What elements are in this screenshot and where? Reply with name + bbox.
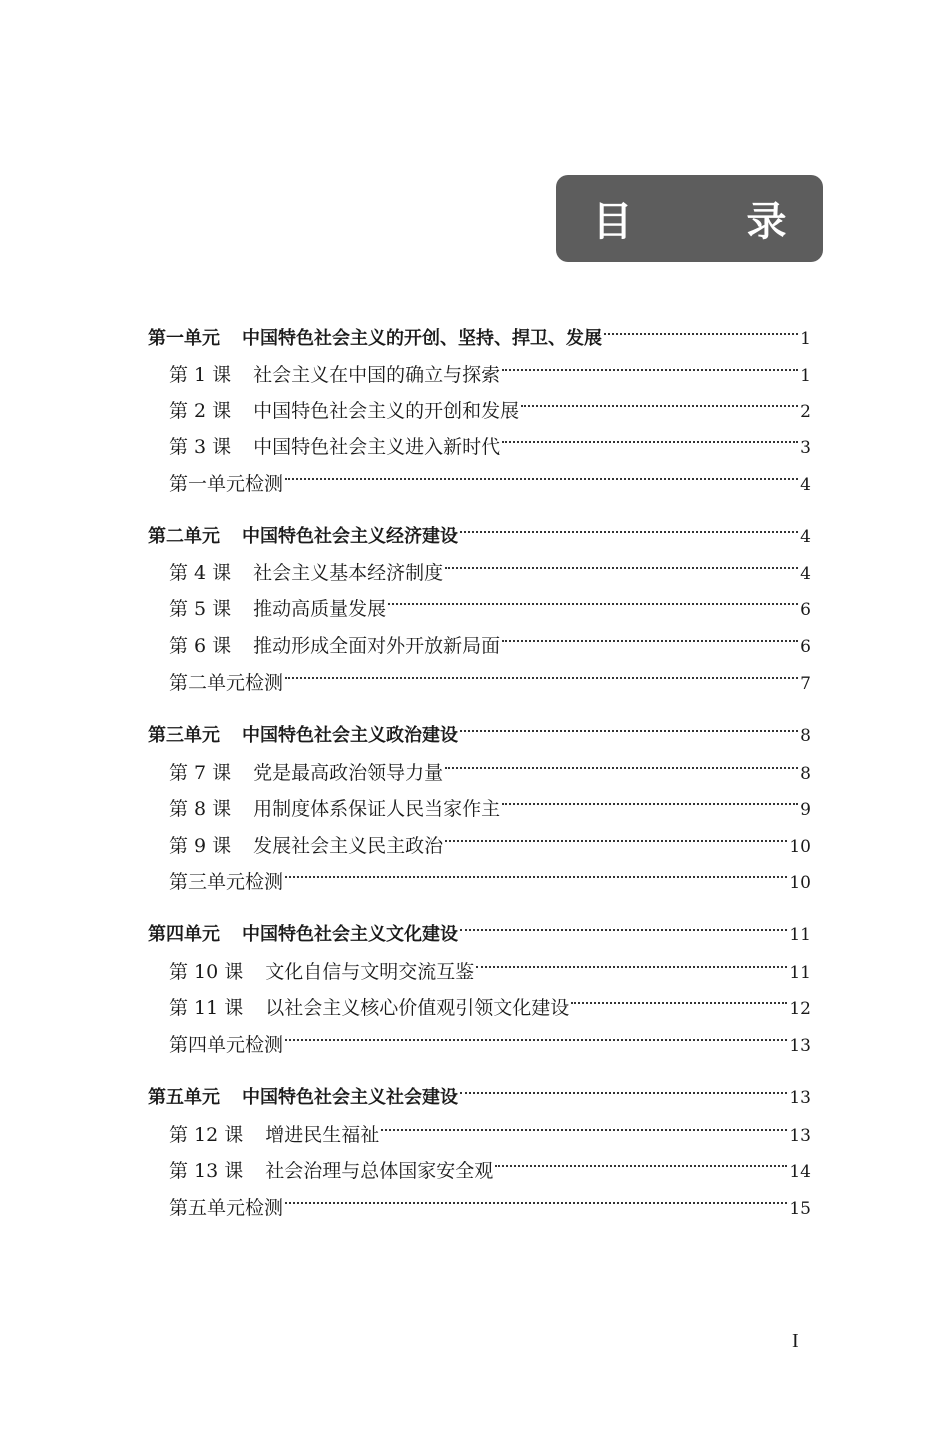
toc-entry-label bbox=[148, 524, 458, 550]
toc-entry-label bbox=[169, 796, 500, 822]
toc-entry-title: 中国特色社会主义社会建设 bbox=[242, 1087, 458, 1108]
toc-entry-title: 社会主义基本经济制度 bbox=[253, 562, 444, 584]
toc-entry-page: 1 bbox=[800, 329, 811, 349]
toc-entry-page: 2 bbox=[800, 402, 811, 422]
toc-entry-label bbox=[169, 633, 500, 659]
dot-leader bbox=[460, 531, 798, 533]
toc-entry-number: 第 3 课 bbox=[169, 436, 232, 458]
toc-entry-title: 第一单元检测 bbox=[169, 473, 284, 495]
toc-entry-number: 第 9 课 bbox=[169, 835, 232, 857]
toc-entry-title: 第五单元检测 bbox=[169, 1197, 284, 1219]
toc-entry-unit[interactable] bbox=[148, 524, 811, 550]
toc-entry-test[interactable] bbox=[169, 869, 811, 895]
dot-leader bbox=[285, 478, 798, 480]
toc-entry-label bbox=[169, 1195, 283, 1221]
toc-entry-title: 推动高质量发展 bbox=[253, 598, 387, 620]
toc-entry-unit[interactable] bbox=[148, 1085, 811, 1111]
toc-entry-title: 以社会主义核心价值观引领文化建设 bbox=[265, 997, 570, 1019]
toc-entry-page: 7 bbox=[800, 674, 811, 694]
toc-entry-label bbox=[169, 398, 519, 424]
toc-entry-label bbox=[169, 434, 500, 460]
toc-entry-label bbox=[169, 1158, 493, 1184]
toc-entry-title: 中国特色社会主义经济建设 bbox=[242, 526, 458, 547]
toc-entry-number: 第一单元 bbox=[148, 328, 220, 349]
toc-entry-page: 10 bbox=[789, 837, 811, 857]
toc-entry-lesson[interactable] bbox=[169, 596, 811, 622]
toc-entry-title: 第三单元检测 bbox=[169, 871, 284, 893]
toc-entry-number: 第 12 课 bbox=[169, 1124, 244, 1146]
toc-entry-lesson[interactable] bbox=[169, 560, 811, 586]
dot-leader bbox=[495, 1165, 787, 1167]
toc-entry-number: 第三单元 bbox=[148, 725, 220, 746]
toc-entry-label bbox=[169, 471, 283, 497]
toc-entry-page: 6 bbox=[800, 637, 811, 657]
toc-entry-page: 6 bbox=[800, 600, 811, 620]
toc-entry-page: 13 bbox=[789, 1036, 811, 1056]
toc-entry-page: 1 bbox=[800, 366, 811, 386]
dot-leader bbox=[285, 677, 798, 679]
toc-entry-title: 社会治理与总体国家安全观 bbox=[265, 1160, 494, 1182]
toc-entry-number: 第 7 课 bbox=[169, 762, 232, 784]
toc-title: 目 录 bbox=[592, 198, 837, 245]
toc-entry-label bbox=[169, 833, 443, 859]
toc-entry-lesson[interactable] bbox=[169, 833, 811, 859]
toc-entry-page: 11 bbox=[789, 925, 811, 945]
dot-leader bbox=[571, 1002, 787, 1004]
toc-entry-label bbox=[169, 760, 443, 786]
toc-entry-page: 12 bbox=[789, 999, 811, 1019]
dot-leader bbox=[476, 966, 787, 968]
dot-leader bbox=[460, 1092, 787, 1094]
toc-entry-label bbox=[169, 670, 283, 696]
toc-entry-label bbox=[169, 1122, 379, 1148]
dot-leader bbox=[445, 840, 787, 842]
toc-entry-page: 13 bbox=[789, 1088, 811, 1108]
toc-entry-lesson[interactable] bbox=[169, 1122, 811, 1148]
toc-entry-number: 第 5 课 bbox=[169, 598, 232, 620]
dot-leader bbox=[445, 767, 798, 769]
toc-entry-title: 中国特色社会主义文化建设 bbox=[242, 924, 458, 945]
toc-entry-lesson[interactable] bbox=[169, 398, 811, 424]
toc-entry-page: 8 bbox=[800, 764, 811, 784]
toc-entry-lesson[interactable] bbox=[169, 633, 811, 659]
dot-leader bbox=[460, 730, 798, 732]
toc-entry-number: 第二单元 bbox=[148, 526, 220, 547]
toc-entry-page: 9 bbox=[800, 800, 811, 820]
toc-entry-test[interactable] bbox=[169, 1032, 811, 1058]
toc-entry-title: 第二单元检测 bbox=[169, 672, 284, 694]
toc-entry-title: 中国特色社会主义的开创和发展 bbox=[253, 400, 520, 422]
toc-entry-number: 第 6 课 bbox=[169, 635, 232, 657]
page-number: I bbox=[792, 1330, 799, 1352]
dot-leader bbox=[502, 640, 798, 642]
toc-entry-page: 4 bbox=[800, 475, 811, 495]
toc-entry-lesson[interactable] bbox=[169, 362, 811, 388]
toc-entry-number: 第 2 课 bbox=[169, 400, 232, 422]
toc-entry-label bbox=[148, 723, 458, 749]
toc-entry-label bbox=[169, 959, 474, 985]
toc-entry-lesson[interactable] bbox=[169, 959, 811, 985]
dot-leader bbox=[502, 803, 798, 805]
toc-entry-page: 10 bbox=[789, 873, 811, 893]
dot-leader bbox=[445, 567, 798, 569]
toc-entry-title: 第四单元检测 bbox=[169, 1034, 284, 1056]
toc-entry-page: 15 bbox=[789, 1199, 811, 1219]
toc-entry-label bbox=[169, 560, 443, 586]
toc-entry-number: 第 8 课 bbox=[169, 798, 232, 820]
toc-entry-lesson[interactable] bbox=[169, 434, 811, 460]
dot-leader bbox=[285, 1039, 787, 1041]
toc-entry-unit[interactable] bbox=[148, 723, 811, 749]
toc-entry-number: 第 1 课 bbox=[169, 364, 232, 386]
toc-entry-unit[interactable] bbox=[148, 922, 811, 948]
toc-entry-number: 第 10 课 bbox=[169, 961, 244, 983]
toc-entry-page: 8 bbox=[800, 726, 811, 746]
toc-entry-title: 推动形成全面对外开放新局面 bbox=[253, 635, 501, 657]
toc-entry-label bbox=[169, 362, 500, 388]
toc-entry-lesson[interactable] bbox=[169, 760, 811, 786]
toc-entry-title: 中国特色社会主义政治建设 bbox=[242, 725, 458, 746]
toc-entry-title: 社会主义在中国的确立与探索 bbox=[253, 364, 501, 386]
toc-entry-label bbox=[148, 1085, 458, 1111]
toc-entry-page: 3 bbox=[800, 438, 811, 458]
toc-entry-title: 中国特色社会主义的开创、坚持、捍卫、发展 bbox=[242, 328, 602, 349]
dot-leader bbox=[460, 929, 787, 931]
dot-leader bbox=[502, 369, 798, 371]
dot-leader bbox=[285, 876, 787, 878]
toc-entry-number: 第四单元 bbox=[148, 924, 220, 945]
dot-leader bbox=[604, 333, 798, 335]
dot-leader bbox=[381, 1129, 787, 1131]
dot-leader bbox=[285, 1202, 787, 1204]
toc-entry-number: 第 4 课 bbox=[169, 562, 232, 584]
toc-entry-title: 党是最高政治领导力量 bbox=[253, 762, 444, 784]
toc-entry-lesson[interactable] bbox=[169, 796, 811, 822]
toc-entry-label bbox=[169, 1032, 283, 1058]
toc-entry-number: 第 11 课 bbox=[169, 997, 244, 1019]
toc-entry-lesson[interactable] bbox=[169, 995, 811, 1021]
toc-entry-title: 用制度体系保证人民当家作主 bbox=[253, 798, 501, 820]
toc-entry-page: 11 bbox=[789, 963, 811, 983]
toc-entry-label bbox=[169, 869, 283, 895]
dot-leader bbox=[388, 603, 798, 605]
toc-entry-number: 第五单元 bbox=[148, 1087, 220, 1108]
toc-entry-label bbox=[148, 326, 602, 352]
toc-entry-test[interactable] bbox=[169, 670, 811, 696]
toc-entry-title: 中国特色社会主义进入新时代 bbox=[253, 436, 501, 458]
toc-entry-title: 发展社会主义民主政治 bbox=[253, 835, 444, 857]
toc-entry-page: 4 bbox=[800, 564, 811, 584]
toc-entry-lesson[interactable] bbox=[169, 1158, 811, 1184]
toc-entry-page: 4 bbox=[800, 527, 811, 547]
toc-title-banner bbox=[556, 175, 837, 262]
toc-entry-unit[interactable] bbox=[148, 326, 811, 352]
toc-entry-test[interactable] bbox=[169, 471, 811, 497]
toc-entry-title: 文化自信与文明交流互鉴 bbox=[265, 961, 475, 983]
toc-entry-page: 13 bbox=[789, 1126, 811, 1146]
toc-entry-label bbox=[169, 596, 386, 622]
toc-entry-test[interactable] bbox=[169, 1195, 811, 1221]
toc-entry-number: 第 13 课 bbox=[169, 1160, 244, 1182]
toc-entry-title: 增进民生福祉 bbox=[265, 1124, 380, 1146]
dot-leader bbox=[521, 405, 798, 407]
toc-entry-label bbox=[169, 995, 569, 1021]
toc-entry-label bbox=[148, 922, 458, 948]
dot-leader bbox=[502, 441, 798, 443]
toc-entry-page: 14 bbox=[789, 1162, 811, 1182]
